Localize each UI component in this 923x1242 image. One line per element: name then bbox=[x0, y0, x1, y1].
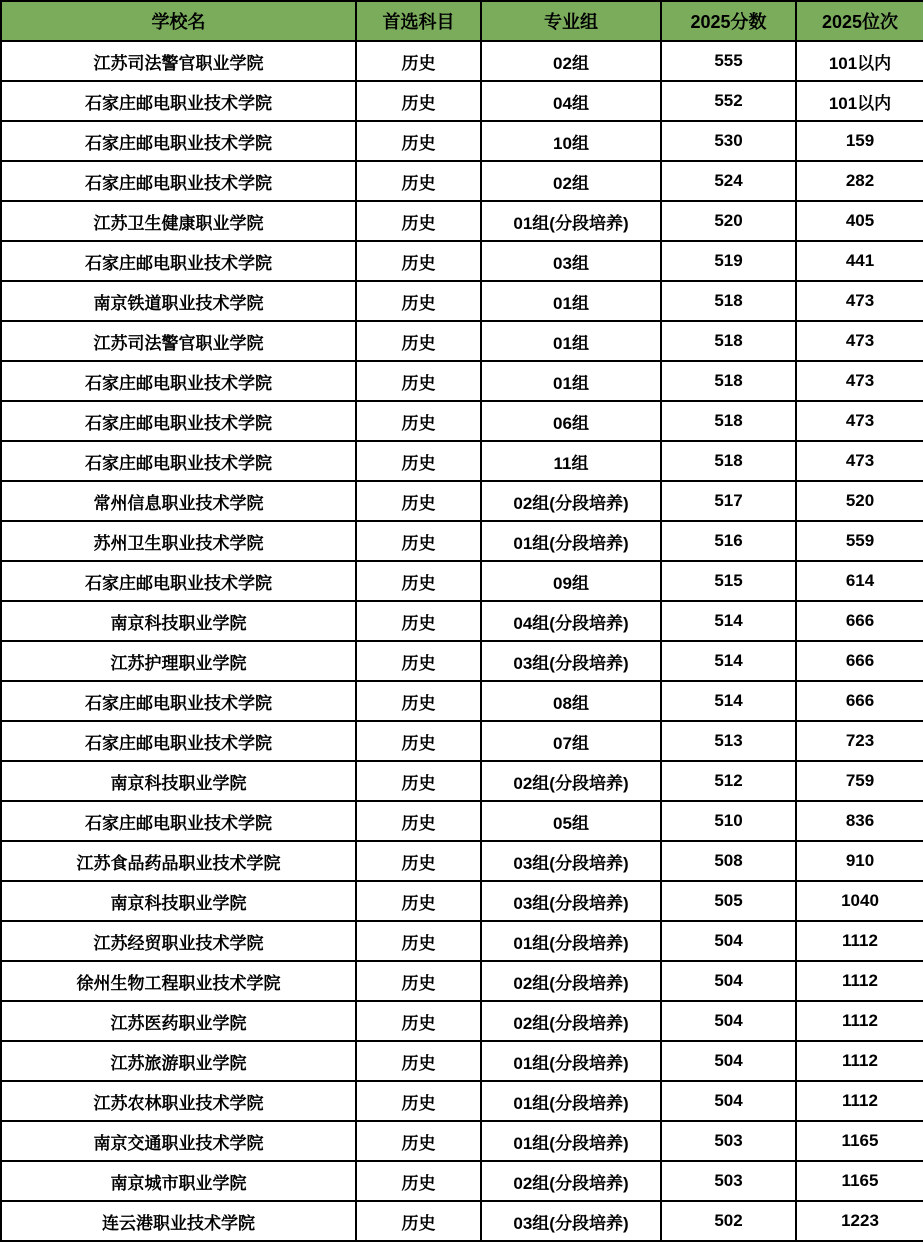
school-cell: 江苏经贸职业技术学院 bbox=[1, 921, 356, 961]
group-cell: 10组 bbox=[481, 121, 661, 161]
rank-cell: 1040 bbox=[796, 881, 923, 921]
group-cell: 02组(分段培养) bbox=[481, 1161, 661, 1201]
score-cell: 504 bbox=[661, 1041, 796, 1081]
subject-cell: 历史 bbox=[356, 641, 481, 681]
score-cell: 515 bbox=[661, 561, 796, 601]
school-cell: 徐州生物工程职业技术学院 bbox=[1, 961, 356, 1001]
school-cell: 连云港职业技术学院 bbox=[1, 1201, 356, 1241]
header-row bbox=[1, 1, 923, 41]
table-row bbox=[1, 721, 923, 761]
school-cell: 南京交通职业技术学院 bbox=[1, 1121, 356, 1161]
table-row bbox=[1, 41, 923, 81]
score-cell: 502 bbox=[661, 1201, 796, 1241]
subject-cell: 历史 bbox=[356, 1001, 481, 1041]
group-cell: 01组(分段培养) bbox=[481, 1041, 661, 1081]
subject-cell: 历史 bbox=[356, 41, 481, 81]
school-cell: 石家庄邮电职业技术学院 bbox=[1, 801, 356, 841]
subject-cell: 历史 bbox=[356, 161, 481, 201]
group-cell: 01组 bbox=[481, 281, 661, 321]
table-row bbox=[1, 1041, 923, 1081]
table-row bbox=[1, 601, 923, 641]
score-cell: 518 bbox=[661, 321, 796, 361]
group-cell: 09组 bbox=[481, 561, 661, 601]
rank-cell: 1112 bbox=[796, 961, 923, 1001]
school-cell: 江苏医药职业学院 bbox=[1, 1001, 356, 1041]
group-cell: 04组(分段培养) bbox=[481, 601, 661, 641]
table-row bbox=[1, 1201, 923, 1241]
rank-cell: 473 bbox=[796, 321, 923, 361]
subject-cell: 历史 bbox=[356, 841, 481, 881]
table-row bbox=[1, 521, 923, 561]
school-cell: 石家庄邮电职业技术学院 bbox=[1, 241, 356, 281]
rank-cell: 1112 bbox=[796, 1081, 923, 1121]
table-row bbox=[1, 321, 923, 361]
table-row bbox=[1, 201, 923, 241]
table-row bbox=[1, 121, 923, 161]
group-cell: 01组(分段培养) bbox=[481, 921, 661, 961]
subject-cell: 历史 bbox=[356, 481, 481, 521]
group-cell: 03组(分段培养) bbox=[481, 841, 661, 881]
rank-cell: 559 bbox=[796, 521, 923, 561]
subject-cell: 历史 bbox=[356, 361, 481, 401]
group-cell: 04组 bbox=[481, 81, 661, 121]
rank-cell: 666 bbox=[796, 681, 923, 721]
header-score: 2025分数 bbox=[661, 1, 796, 41]
subject-cell: 历史 bbox=[356, 921, 481, 961]
rank-cell: 473 bbox=[796, 361, 923, 401]
group-cell: 01组(分段培养) bbox=[481, 1081, 661, 1121]
subject-cell: 历史 bbox=[356, 961, 481, 1001]
score-cell: 504 bbox=[661, 1001, 796, 1041]
rank-cell: 614 bbox=[796, 561, 923, 601]
score-cell: 516 bbox=[661, 521, 796, 561]
group-cell: 03组(分段培养) bbox=[481, 1201, 661, 1241]
rank-cell: 473 bbox=[796, 401, 923, 441]
group-cell: 01组(分段培养) bbox=[481, 201, 661, 241]
school-cell: 石家庄邮电职业技术学院 bbox=[1, 681, 356, 721]
group-cell: 03组(分段培养) bbox=[481, 641, 661, 681]
school-cell: 南京科技职业学院 bbox=[1, 881, 356, 921]
rank-cell: 1112 bbox=[796, 1041, 923, 1081]
group-cell: 05组 bbox=[481, 801, 661, 841]
school-cell: 江苏农林职业技术学院 bbox=[1, 1081, 356, 1121]
group-cell: 01组 bbox=[481, 321, 661, 361]
score-cell: 504 bbox=[661, 921, 796, 961]
table-row bbox=[1, 961, 923, 1001]
group-cell: 03组 bbox=[481, 241, 661, 281]
score-cell: 504 bbox=[661, 961, 796, 1001]
score-cell: 520 bbox=[661, 201, 796, 241]
rank-cell: 441 bbox=[796, 241, 923, 281]
table-row bbox=[1, 81, 923, 121]
group-cell: 11组 bbox=[481, 441, 661, 481]
group-cell: 02组(分段培养) bbox=[481, 961, 661, 1001]
subject-cell: 历史 bbox=[356, 441, 481, 481]
group-cell: 02组 bbox=[481, 161, 661, 201]
score-cell: 504 bbox=[661, 1081, 796, 1121]
group-cell: 03组(分段培养) bbox=[481, 881, 661, 921]
subject-cell: 历史 bbox=[356, 121, 481, 161]
table-row bbox=[1, 281, 923, 321]
table-row bbox=[1, 481, 923, 521]
group-cell: 06组 bbox=[481, 401, 661, 441]
table-row bbox=[1, 161, 923, 201]
group-cell: 01组 bbox=[481, 361, 661, 401]
school-cell: 南京城市职业学院 bbox=[1, 1161, 356, 1201]
rank-cell: 159 bbox=[796, 121, 923, 161]
table-row bbox=[1, 921, 923, 961]
table-row bbox=[1, 441, 923, 481]
score-cell: 513 bbox=[661, 721, 796, 761]
score-cell: 508 bbox=[661, 841, 796, 881]
school-cell: 常州信息职业技术学院 bbox=[1, 481, 356, 521]
score-cell: 510 bbox=[661, 801, 796, 841]
subject-cell: 历史 bbox=[356, 81, 481, 121]
table-row bbox=[1, 401, 923, 441]
score-cell: 503 bbox=[661, 1161, 796, 1201]
subject-cell: 历史 bbox=[356, 281, 481, 321]
table-row bbox=[1, 761, 923, 801]
rank-cell: 101以内 bbox=[796, 41, 923, 81]
school-cell: 江苏旅游职业学院 bbox=[1, 1041, 356, 1081]
score-cell: 555 bbox=[661, 41, 796, 81]
score-cell: 552 bbox=[661, 81, 796, 121]
rank-cell: 101以内 bbox=[796, 81, 923, 121]
score-cell: 524 bbox=[661, 161, 796, 201]
subject-cell: 历史 bbox=[356, 881, 481, 921]
school-cell: 石家庄邮电职业技术学院 bbox=[1, 161, 356, 201]
score-cell: 503 bbox=[661, 1121, 796, 1161]
rank-cell: 1112 bbox=[796, 921, 923, 961]
subject-cell: 历史 bbox=[356, 401, 481, 441]
subject-cell: 历史 bbox=[356, 1161, 481, 1201]
rank-cell: 910 bbox=[796, 841, 923, 881]
rank-cell: 282 bbox=[796, 161, 923, 201]
rank-cell: 666 bbox=[796, 641, 923, 681]
subject-cell: 历史 bbox=[356, 681, 481, 721]
school-cell: 石家庄邮电职业技术学院 bbox=[1, 81, 356, 121]
table-row bbox=[1, 841, 923, 881]
table-row bbox=[1, 801, 923, 841]
subject-cell: 历史 bbox=[356, 761, 481, 801]
rank-cell: 723 bbox=[796, 721, 923, 761]
school-cell: 石家庄邮电职业技术学院 bbox=[1, 561, 356, 601]
rank-cell: 473 bbox=[796, 441, 923, 481]
school-cell: 苏州卫生职业技术学院 bbox=[1, 521, 356, 561]
group-cell: 01组(分段培养) bbox=[481, 521, 661, 561]
score-cell: 514 bbox=[661, 601, 796, 641]
header-school: 学校名 bbox=[1, 1, 356, 41]
table-row bbox=[1, 881, 923, 921]
score-cell: 518 bbox=[661, 281, 796, 321]
group-cell: 01组(分段培养) bbox=[481, 1121, 661, 1161]
rank-cell: 1112 bbox=[796, 1001, 923, 1041]
group-cell: 07组 bbox=[481, 721, 661, 761]
subject-cell: 历史 bbox=[356, 801, 481, 841]
score-cell: 514 bbox=[661, 641, 796, 681]
rank-cell: 1165 bbox=[796, 1121, 923, 1161]
rank-cell: 759 bbox=[796, 761, 923, 801]
score-cell: 518 bbox=[661, 401, 796, 441]
rank-cell: 520 bbox=[796, 481, 923, 521]
rank-cell: 473 bbox=[796, 281, 923, 321]
score-cell: 519 bbox=[661, 241, 796, 281]
group-cell: 02组(分段培养) bbox=[481, 481, 661, 521]
score-cell: 517 bbox=[661, 481, 796, 521]
rank-cell: 836 bbox=[796, 801, 923, 841]
subject-cell: 历史 bbox=[356, 241, 481, 281]
school-cell: 南京科技职业学院 bbox=[1, 761, 356, 801]
group-cell: 02组(分段培养) bbox=[481, 1001, 661, 1041]
school-cell: 江苏护理职业学院 bbox=[1, 641, 356, 681]
table-header bbox=[1, 1, 923, 41]
group-cell: 08组 bbox=[481, 681, 661, 721]
school-cell: 江苏司法警官职业学院 bbox=[1, 321, 356, 361]
header-rank: 2025位次 bbox=[796, 1, 923, 41]
school-cell: 江苏食品药品职业技术学院 bbox=[1, 841, 356, 881]
table-body bbox=[1, 41, 923, 1241]
table-row bbox=[1, 1161, 923, 1201]
subject-cell: 历史 bbox=[356, 201, 481, 241]
school-cell: 石家庄邮电职业技术学院 bbox=[1, 401, 356, 441]
table-row bbox=[1, 561, 923, 601]
group-cell: 02组 bbox=[481, 41, 661, 81]
table-row bbox=[1, 1001, 923, 1041]
rank-cell: 1223 bbox=[796, 1201, 923, 1241]
school-cell: 南京铁道职业技术学院 bbox=[1, 281, 356, 321]
school-cell: 石家庄邮电职业技术学院 bbox=[1, 441, 356, 481]
score-cell: 518 bbox=[661, 361, 796, 401]
group-cell: 02组(分段培养) bbox=[481, 761, 661, 801]
school-cell: 石家庄邮电职业技术学院 bbox=[1, 721, 356, 761]
score-cell: 514 bbox=[661, 681, 796, 721]
score-cell: 512 bbox=[661, 761, 796, 801]
rank-cell: 1165 bbox=[796, 1161, 923, 1201]
subject-cell: 历史 bbox=[356, 1081, 481, 1121]
subject-cell: 历史 bbox=[356, 721, 481, 761]
table-row bbox=[1, 681, 923, 721]
header-subject: 首选科目 bbox=[356, 1, 481, 41]
school-cell: 江苏卫生健康职业学院 bbox=[1, 201, 356, 241]
header-group: 专业组 bbox=[481, 1, 661, 41]
score-cell: 505 bbox=[661, 881, 796, 921]
subject-cell: 历史 bbox=[356, 1121, 481, 1161]
school-cell: 石家庄邮电职业技术学院 bbox=[1, 121, 356, 161]
table-row bbox=[1, 641, 923, 681]
rank-cell: 405 bbox=[796, 201, 923, 241]
table-row bbox=[1, 361, 923, 401]
score-cell: 530 bbox=[661, 121, 796, 161]
subject-cell: 历史 bbox=[356, 521, 481, 561]
score-cell: 518 bbox=[661, 441, 796, 481]
subject-cell: 历史 bbox=[356, 1041, 481, 1081]
table-row bbox=[1, 241, 923, 281]
subject-cell: 历史 bbox=[356, 601, 481, 641]
rank-cell: 666 bbox=[796, 601, 923, 641]
table-row bbox=[1, 1121, 923, 1161]
subject-cell: 历史 bbox=[356, 321, 481, 361]
subject-cell: 历史 bbox=[356, 561, 481, 601]
school-cell: 江苏司法警官职业学院 bbox=[1, 41, 356, 81]
table-row bbox=[1, 1081, 923, 1121]
school-cell: 石家庄邮电职业技术学院 bbox=[1, 361, 356, 401]
school-cell: 南京科技职业学院 bbox=[1, 601, 356, 641]
subject-cell: 历史 bbox=[356, 1201, 481, 1241]
